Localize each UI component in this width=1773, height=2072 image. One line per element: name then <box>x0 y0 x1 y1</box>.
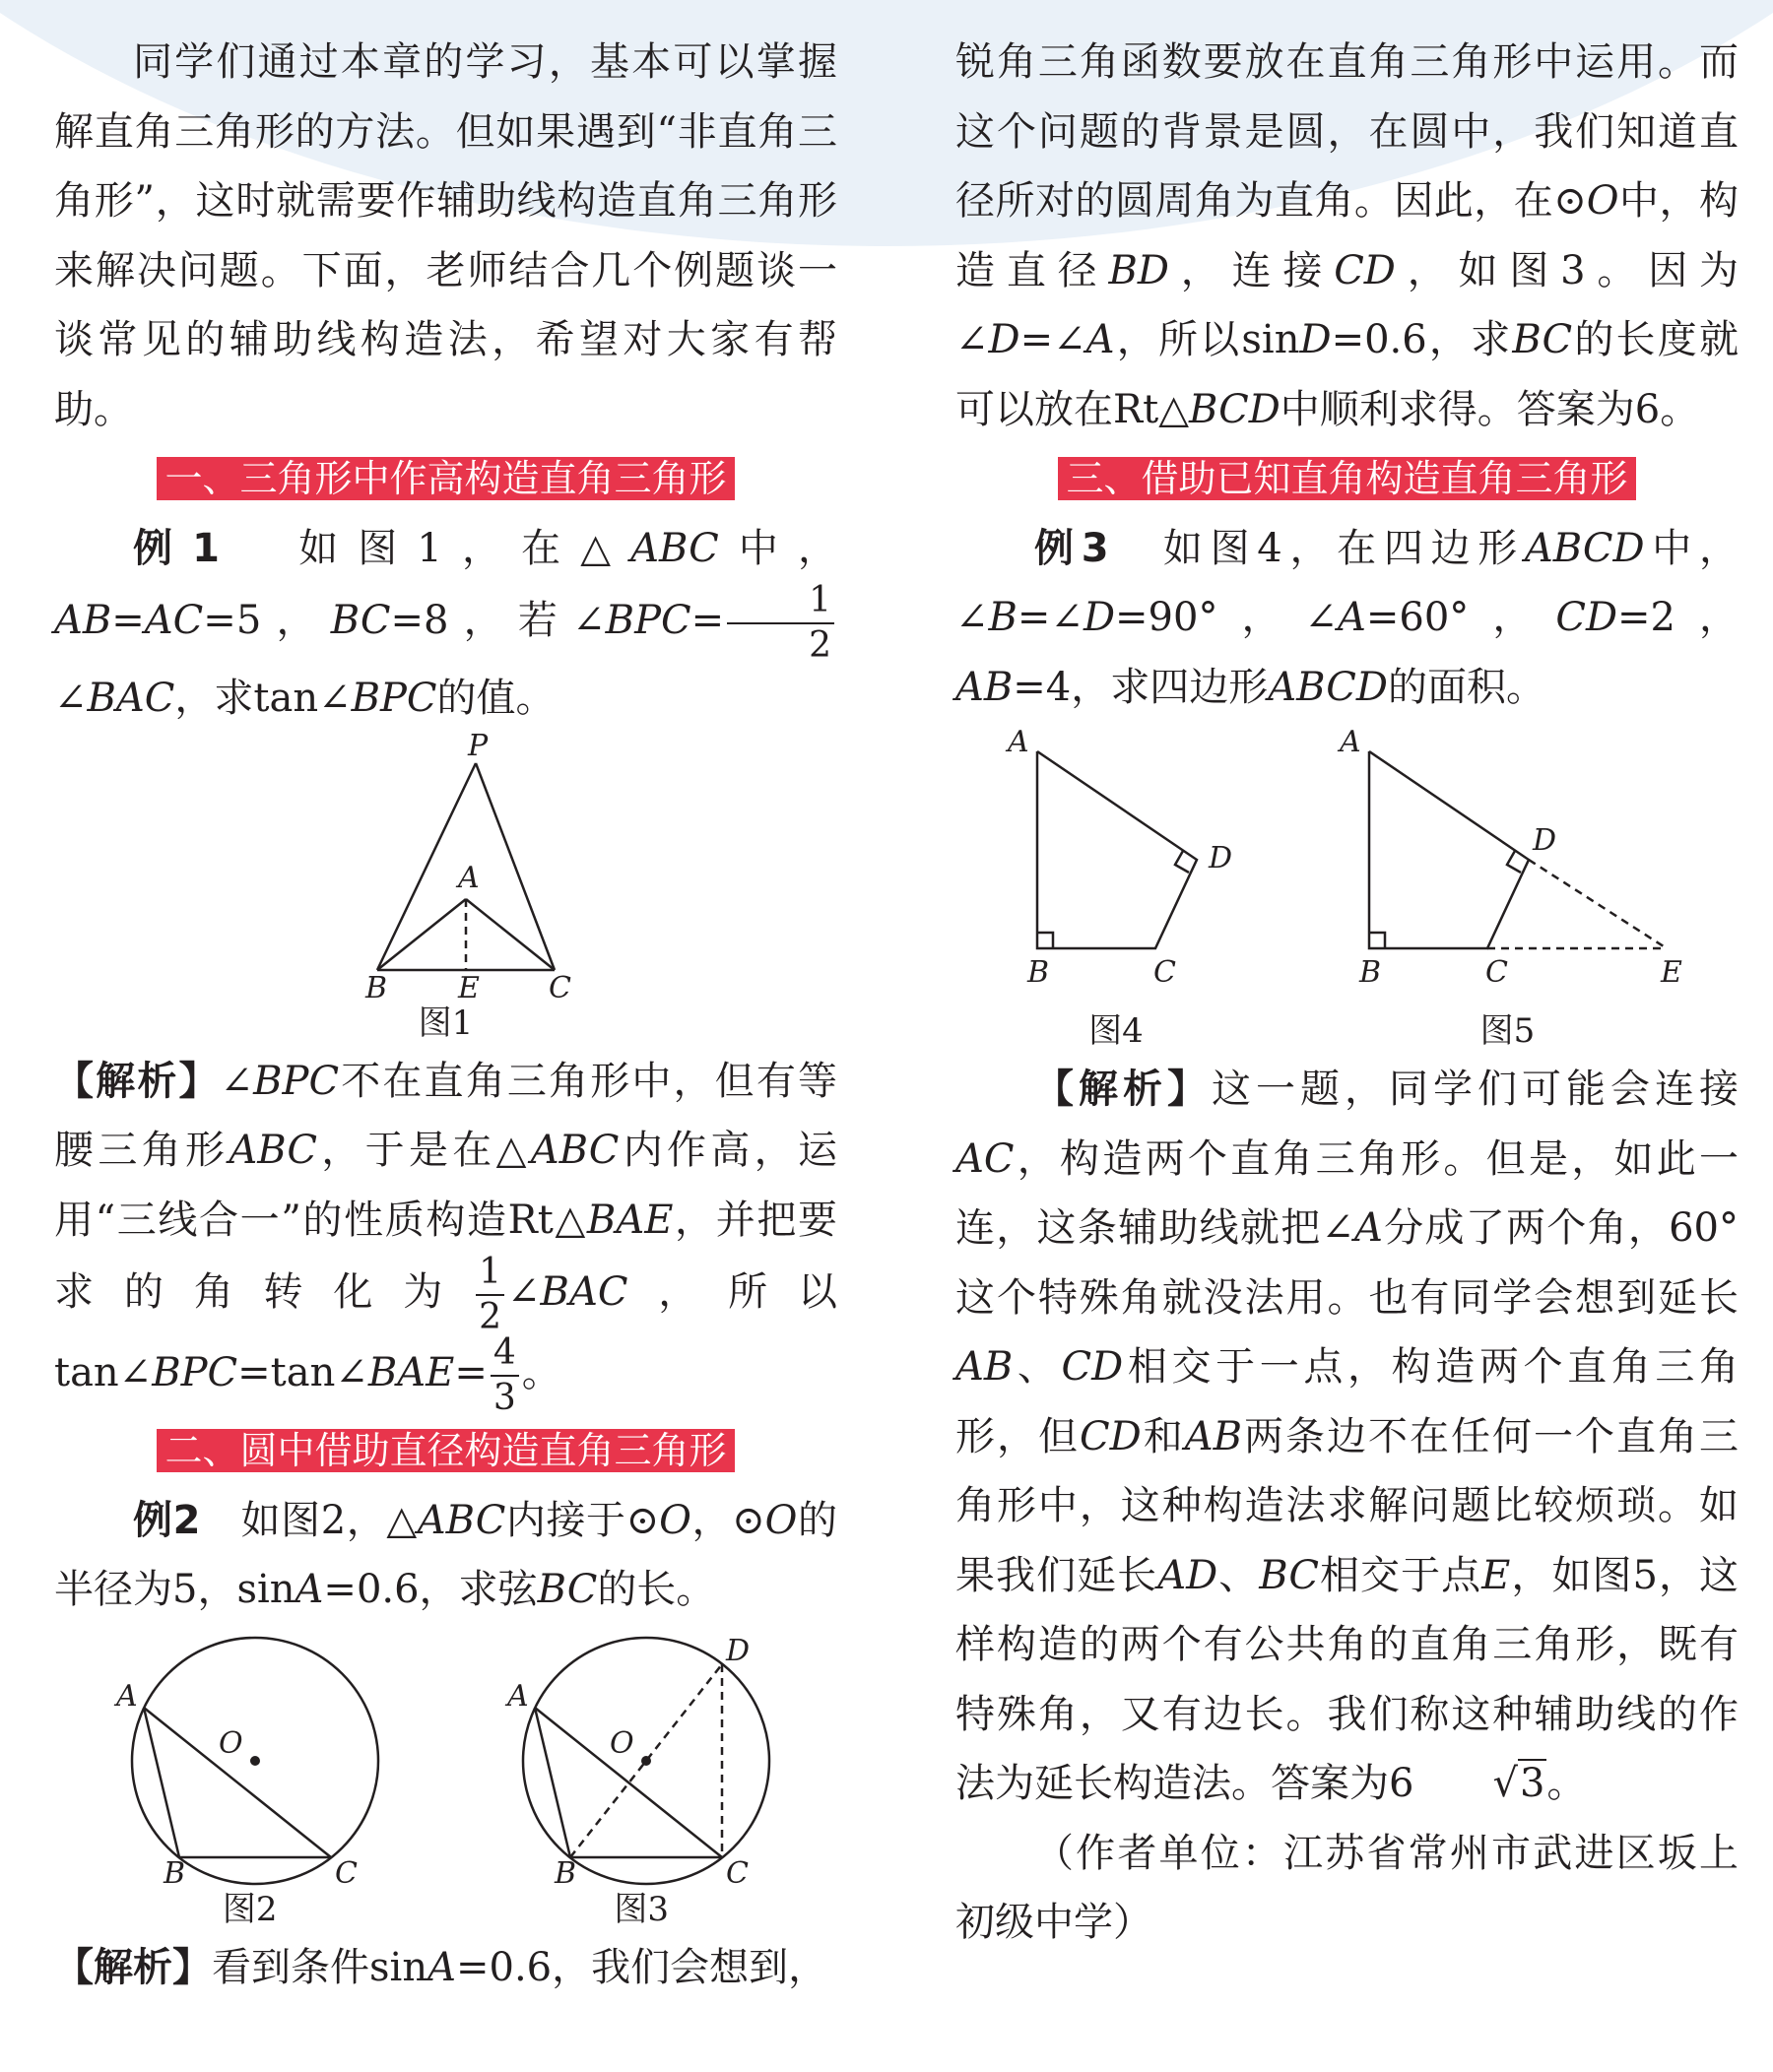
solution-2-start: 【解析】看到条件sinA=0.6，我们会想到， <box>54 1944 828 1990</box>
figure-3 <box>453 1625 829 1933</box>
fraction-half: $\frac{1}{2}$ <box>727 583 834 664</box>
solution-2-continued: 锐角三角函数要放在直角三角形中运用。而这个问题的背景是圆，在圆中，我们知道直径所对的圆周角为直角。因此，在⊙O中，构造直径BD，连接CD，如图3。因为∠D=∠A，所以sinD=0.6，求BC的长度就可以放在Rt△BCD中顺利求得。答案为6。 <box>955 39 1740 432</box>
label-B: B <box>364 970 387 1000</box>
label-B: B <box>555 1855 577 1886</box>
figure-1-caption: 图1 <box>418 1003 474 1043</box>
figure-4-caption: 图4 <box>1088 1011 1144 1051</box>
figures-4-5 <box>955 722 1739 1055</box>
label-A: A <box>1340 725 1362 759</box>
figure-3-diagram <box>493 1625 789 1886</box>
fraction-half-2: $\frac{1}{2}$ <box>476 1255 504 1335</box>
label-O: O <box>218 1725 243 1761</box>
label-O: O <box>610 1725 634 1761</box>
label-C: C <box>548 970 571 1000</box>
example-2: 例2 如图2，△ABC内接于⊙O，⊙O的半径为5，sinA=0.6，求弦BC的长。 <box>54 1497 837 1612</box>
label-E: E <box>457 970 480 1000</box>
figure-5-diagram <box>1300 722 1714 1007</box>
label-B: B <box>163 1855 185 1886</box>
figure-2 <box>62 1625 438 1933</box>
label-B: B <box>1026 955 1050 990</box>
solution-3: 【解析】这一题，同学们可能会连接AC，构造两个直角三角形。但是，如此一连，这条辅助线就把∠A分成了两个角，60°这个特殊角就没法用。也有同学会想到延长AB、CD相交于一点，构造两个直角三角形，但CD和AB两条边不在任何一个直角三角形中，这种构造法求解问题比较烦琐。如果我们延长AD、BC相交于点E，如图5，这样构造的两个有公共角的直角三角形，既有特殊角，又有边长。我们称这种辅助线的作法为延长构造法。答案为6 √3。 <box>955 1055 1739 1819</box>
sqrt-three: √3 <box>1492 1761 1545 1806</box>
label-B: B <box>1359 955 1382 990</box>
figure-4-diagram <box>968 722 1264 1007</box>
section-heading-1: 一、三角形中作高构造直角三角形 <box>54 444 837 514</box>
label-C: C <box>334 1855 358 1886</box>
fraction-four-thirds: $\frac{4}{3}$ <box>491 1335 519 1416</box>
label-A: A <box>507 1678 529 1714</box>
figure-4 <box>959 722 1273 1055</box>
intro-paragraph: 同学们通过本章的学习，基本可以掌握解直角三角形的方法。但如果遇到“非直角三角形”，这时就需要作辅助线构造直角三角形来解决问题。下面，老师结合几个例题谈一谈常见的辅助线构造法，希望对大家有帮助。 <box>54 39 837 432</box>
figures-2-3 <box>54 1625 837 1933</box>
author-affiliation: （作者单位：江苏省常州市武进区坂上初级中学） <box>955 1830 1739 1945</box>
right-column <box>955 28 1739 1958</box>
example-3: 例3 如图4，在四边形ABCD中，∠B=∠D=90°，∠A=60°，CD=2，AB=4，求四边形ABCD的面积。 <box>955 525 1740 710</box>
figure-2-caption: 图2 <box>222 1889 278 1929</box>
label-A: A <box>457 860 480 895</box>
label-C: C <box>1152 955 1176 990</box>
figure-1-diagram <box>269 734 624 1000</box>
label-A: A <box>115 1678 138 1714</box>
label-A: A <box>1007 725 1029 759</box>
section-heading-2: 二、圆中借助直径构造直角三角形 <box>54 1416 837 1486</box>
example-1: 例1 如图1，在△ABC中，AB=AC=5，BC=8，若∠BPC= $\frac{1}{2}$ ∠BAC，求tan∠BPC的值。 <box>54 525 837 721</box>
label-D: D <box>1208 841 1233 875</box>
figure-3-caption: 图3 <box>614 1889 670 1929</box>
label-C: C <box>726 1855 750 1886</box>
figure-5 <box>1280 722 1735 1055</box>
figure-1 <box>54 734 837 1047</box>
section-heading-3: 三、借助已知直角构造直角三角形 <box>955 444 1739 514</box>
label-D: D <box>1533 823 1557 858</box>
label-P: P <box>467 733 488 763</box>
label-E: E <box>1661 955 1683 990</box>
label-C: C <box>1485 955 1509 990</box>
solution-1: 【解析】∠BPC不在直角三角形中，但有等腰三角形ABC，于是在△ABC内作高，运用“三线合一”的性质构造Rt△BAE，并把要求的角转化为 $\frac{1}{2}$ ∠BAC，所以tan∠BPC=tan∠BAE= $\frac{4}{3}$ 。 <box>54 1058 838 1418</box>
figure-5-caption: 图5 <box>1479 1011 1536 1051</box>
figure-2-diagram <box>102 1625 398 1886</box>
left-column <box>54 28 837 2002</box>
label-D: D <box>726 1633 751 1668</box>
